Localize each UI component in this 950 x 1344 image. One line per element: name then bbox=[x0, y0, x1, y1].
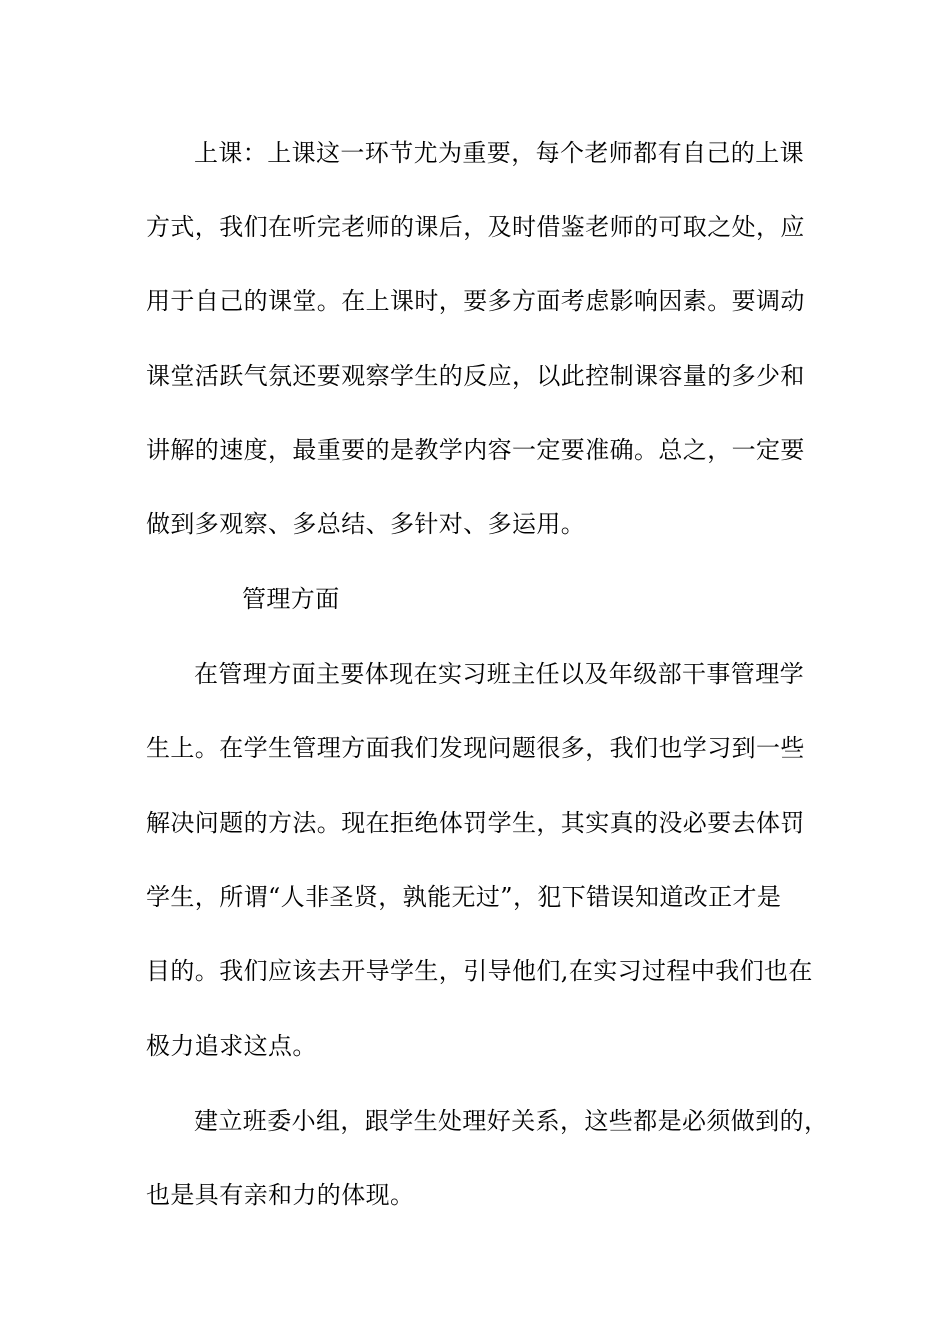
text-line: 也是具有亲和力的体现。 bbox=[146, 1181, 415, 1209]
text-line: 课堂活跃气氛还要观察学生的反应，以此控制课容量的多少和 bbox=[146, 362, 805, 390]
text-line: 学生，所谓“人非圣贤，孰能无过”，犯下错误知道改正才是 bbox=[146, 883, 782, 911]
text-line: 在管理方面主要体现在实习班主任以及年级部干事管理学 bbox=[194, 660, 804, 688]
text-line: 目的。我们应该去开导学生，引导他们,在实习过程中我们也在 bbox=[146, 957, 813, 985]
section-heading: 管理方面 bbox=[242, 585, 340, 613]
text-line: 做到多观察、多总结、多针对、多运用。 bbox=[146, 510, 586, 538]
text-line: 极力追求这点。 bbox=[146, 1032, 317, 1060]
text-line: 方式，我们在听完老师的课后，及时借鉴老师的可取之处，应 bbox=[146, 213, 805, 241]
text-line: 讲解的速度，最重要的是教学内容一定要准确。总之，一定要 bbox=[146, 436, 805, 464]
text-line: 用于自己的课堂。在上课时，要多方面考虑影响因素。要调动 bbox=[146, 287, 805, 315]
text-line: 解决问题的方法。现在拒绝体罚学生，其实真的没必要去体罚 bbox=[146, 809, 805, 837]
text-line: 建立班委小组，跟学生处理好关系，这些都是必须做到的， bbox=[194, 1107, 829, 1135]
text-line: 上课：上课这一环节尤为重要，每个老师都有自己的上课 bbox=[194, 139, 804, 167]
text-line: 生上。在学生管理方面我们发现问题很多，我们也学习到一些 bbox=[146, 734, 805, 762]
